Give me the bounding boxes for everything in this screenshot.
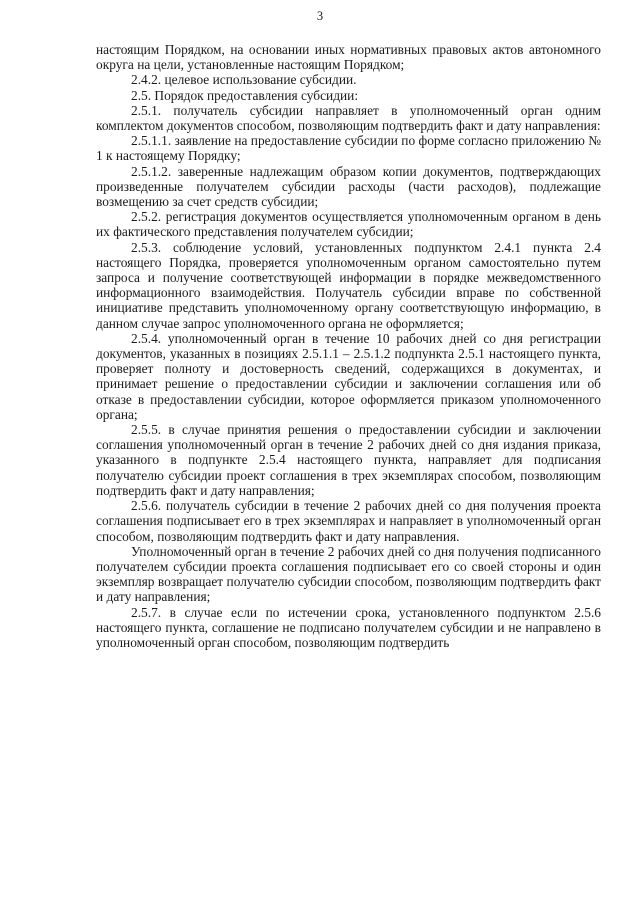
paragraph: 2.4.2. целевое использование субсидии. <box>131 72 357 88</box>
paragraph: 2.5.1. получатель субсидии направляет в уполномоченный орган одним комплектом документов способом, позволяющим подтвердить факт и дату направления: <box>96 102 601 134</box>
paragraph: 2.5.2. регистрация документов осуществляется уполномоченным органом в день их фактического представления получателем субсидии; <box>96 209 601 240</box>
paragraph: 2.5. Порядок предоставления субсидии: <box>131 87 359 103</box>
paragraph: Уполномоченный орган в течение 2 рабочих дней со дня получения подписанного получателем субсидии проекта соглашения подписывает его со своей стороны и один экземпляр возвращает получателю субсидии способом, позволяющим подтвердить факт и дату направления; <box>96 543 601 605</box>
paragraph: 2.5.4. уполномоченный орган в течение 10 рабочих дней со дня регистрации документов, указанных в позициях 2.5.1.1 – 2.5.1.2 подпункта 2.5.1 настоящего пункта, проверяет полноту и достоверность сведений, содержащихся в документах, и принимает решение о предоставлении субсидии и заключении соглашения или об отказе в предоставлении субсидии, которое оформляется приказом уполномоченного органа; <box>96 330 601 422</box>
paragraph: 2.5.7. в случае если по истечении срока, установленного подпунктом 2.5.6 настоящего пункта, соглашение не подписано получателем субсидии и не направлено в уполномоченный орган способом, позволяющим подтвердить <box>96 604 601 650</box>
paragraph: 2.5.1.1. заявление на предоставление субсидии по форме согласно приложению № 1 к настоящему Порядку; <box>96 133 601 164</box>
paragraph: 2.5.6. получатель субсидии в течение 2 рабочих дней со дня получения проекта соглашения подписывает его в трех экземплярах и направляет в уполномоченный орган способом, позволяющим подтвердить факт и дату направления. <box>96 498 601 544</box>
paragraph: 2.5.1.2. заверенные надлежащим образом копии документов, подтверждающих произведенные получателем субсидии расходы (части расходов), подлежащие возмещению за счет средств субсидии; <box>96 163 601 210</box>
paragraph: 2.5.5. в случае принятия решения о предоставлении субсидии и заключении соглашения уполномоченный орган в течение 2 рабочих дней со дня издания приказа, указанного в подпункте 2.5.4 настоящего пункта, направляет для подписания получателю субсидии проект соглашения в трех экземплярах способом, позволяющим подтвердить факт и дату направления; <box>96 422 601 498</box>
document-body <box>96 42 601 650</box>
paragraph: 2.5.3. соблюдение условий, установленных подпунктом 2.4.1 пункта 2.4 настоящего Порядка, проверяется уполномоченным органом самостоятельно путем запроса и получение соответствующей информации в порядке межведомственного информационного взаимодействия. Получатель субсидии вправе по собственной инициативе представить уполномоченному органу соответствующую информацию, в данном случае запрос уполномоченного органа не оформляется; <box>96 239 601 331</box>
page-number: 3 <box>316 9 324 23</box>
paragraph: настоящим Порядком, на основании иных нормативных правовых актов автономного округа на цели, установленные настоящим Порядком; <box>96 42 601 73</box>
